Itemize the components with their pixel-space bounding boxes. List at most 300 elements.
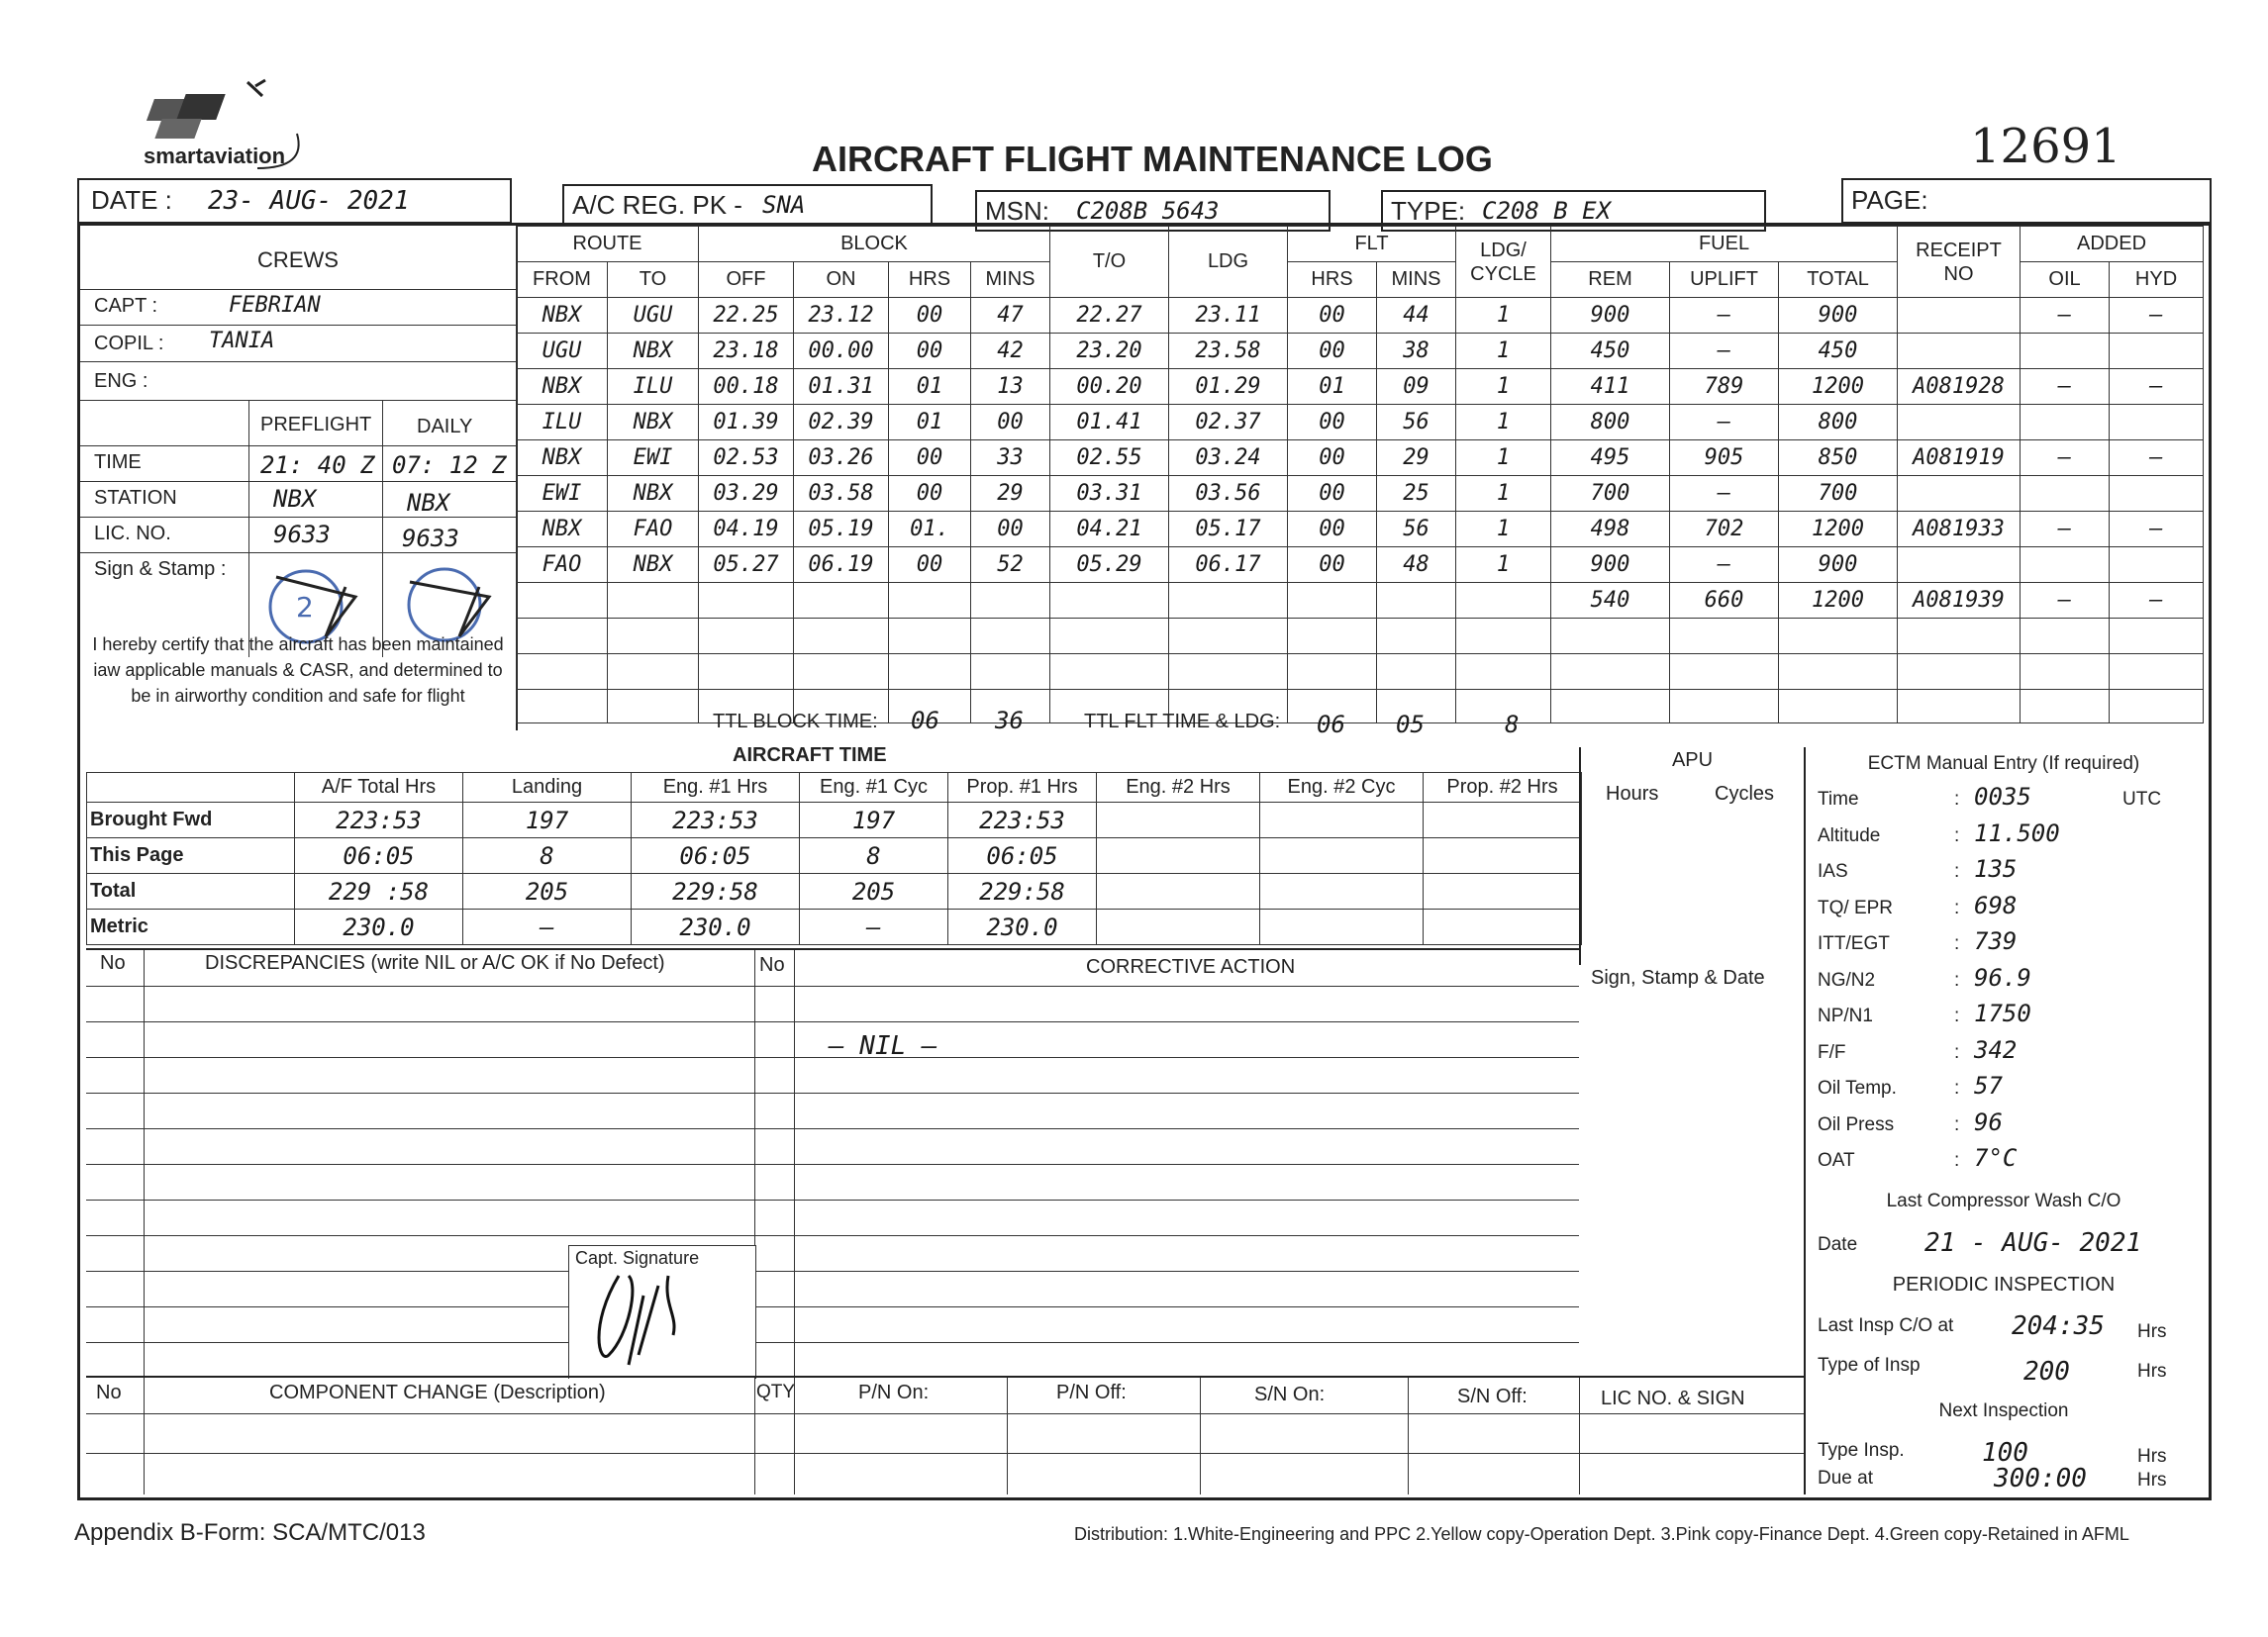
sign-stamp-label: Sign & Stamp : [94,558,227,580]
apu-title: APU [1671,749,1714,771]
at-header: Eng. #2 Cyc [1260,773,1424,803]
flight-cell-to [608,583,699,619]
at-cell: 205 [463,874,632,910]
flight-cell-oil: – [2021,440,2110,476]
flight-cell-rem [1551,619,1670,654]
flight-cell-off: 01.39 [699,405,794,440]
flight-cell-hyd: – [2110,440,2204,476]
ttl-ldg: 8 [1505,711,1520,738]
ttl-block-hrs: 06 [911,707,939,734]
acreg-box [562,184,933,226]
flight-cell-rem: 495 [1551,440,1670,476]
flight-cell-mins: 13 [971,369,1050,405]
flight-cell-oil [2021,334,2110,369]
flight-cell-total: 850 [1779,440,1898,476]
flight-cell-ldg [1169,619,1288,654]
due-value: 300:00 [1994,1464,2087,1493]
flight-cell-to: FAO [608,512,699,547]
flight-cell-oil: – [2021,583,2110,619]
ruled-line [86,1164,1579,1165]
at-header: Eng. #2 Hrs [1097,773,1260,803]
last-insp-label: Last Insp C/O at [1818,1315,1954,1336]
flight-cell-total: 800 [1779,405,1898,440]
flight-cell-off: 05.27 [699,547,794,583]
at-row [87,910,1582,945]
ectm-colon: : [1954,1041,1960,1063]
at-cell: 197 [463,803,632,838]
ectm-label: OAT [1818,1150,1855,1171]
at-cell [1097,910,1260,945]
at-header: A/F Total Hrs [295,773,463,803]
copil-name: TANIA [209,329,275,353]
signature-icon [569,1246,755,1375]
certify-text: I hereby certify that the aircraft has been maintained iaw applicable manuals & CASR, and determined to be in airworthy condition and safe for flight [92,634,504,706]
flight-cell-fhrs: 00 [1288,512,1377,547]
at-cell: 229:58 [632,874,800,910]
flight-cell-hyd [2110,619,2204,654]
next-type-label: Type Insp. [1818,1440,1905,1461]
time-label: TIME [94,451,142,473]
flight-cell-cyc: 1 [1456,547,1551,583]
flight-cell-off [699,654,794,690]
oil-header: OIL [2021,262,2110,298]
next-type-hrs: Hrs [2137,1446,2167,1467]
on-header: ON [794,262,889,298]
at-header: Prop. #1 Hrs [948,773,1097,803]
flight-cell-mins: 00 [971,405,1050,440]
at-header: Eng. #1 Cyc [800,773,948,803]
totals-cell [1670,690,1779,723]
flight-row [517,512,2204,547]
appendix-text: Appendix B-Form: SCA/MTC/013 [74,1519,426,1546]
flight-row [517,334,2204,369]
flight-cell-total: 1200 [1779,512,1898,547]
flight-cell-to: ILU [608,369,699,405]
comp-lic-label: LIC NO. & SIGN [1601,1388,1745,1409]
at-header [87,773,295,803]
hyd-header: HYD [2110,262,2204,298]
flight-cell-mins: 47 [971,298,1050,334]
at-cell: 197 [800,803,948,838]
acreg-value: SNA [762,191,806,219]
flight-cell-fhrs [1288,583,1377,619]
flight-cell-ldg: 23.11 [1169,298,1288,334]
ruled-line [86,1271,1579,1272]
flight-cell-fhrs: 00 [1288,440,1377,476]
flight-cell-from: ILU [517,405,608,440]
at-cell: 230.0 [295,910,463,945]
off-header: OFF [699,262,794,298]
uplift-header: UPLIFT [1670,262,1779,298]
flight-cell-to_t: 22.27 [1050,298,1169,334]
at-cell: 06:05 [632,838,800,874]
flight-cell-rem: 800 [1551,405,1670,440]
flight-cell-on: 03.26 [794,440,889,476]
flight-cell-total: 450 [1779,334,1898,369]
flight-cell-hrs: 00 [889,334,971,369]
flight-cell-ldg: 03.56 [1169,476,1288,512]
ttl-block-label: TTL BLOCK TIME: [713,711,878,732]
at-header: Eng. #1 Hrs [632,773,800,803]
flight-row [517,583,2204,619]
flight-cell-hrs [889,654,971,690]
due-label: Due at [1818,1468,1873,1489]
apu-sign-label: Sign, Stamp & Date [1591,967,1765,989]
flt-hrs-header: HRS [1288,262,1377,298]
flight-table [516,226,2204,723]
flight-cell-cyc [1456,583,1551,619]
at-cell [1260,803,1424,838]
ectm-row [1806,1070,2202,1107]
flight-cell-receipt: A081939 [1898,583,2021,619]
receipt-header: RECEIPT NO [1898,227,2021,298]
ttl-flt-label: TTL FLT TIME & LDG: [1084,711,1281,732]
apu-section [1579,747,1806,989]
ectm-value: 739 [1974,927,2018,955]
at-cell: 223:53 [948,803,1097,838]
preflight-label: PREFLIGHT [260,414,372,435]
flight-cell-on: 23.12 [794,298,889,334]
flight-cell-oil: – [2021,512,2110,547]
flight-cell-from: UGU [517,334,608,369]
serial-number: 12691 [1970,119,2121,174]
flight-cell-total: 1200 [1779,583,1898,619]
ectm-label: NG/N2 [1818,969,1876,991]
flight-cell-off: 03.29 [699,476,794,512]
ectm-label: IAS [1818,861,1848,882]
apu-cycles-label: Cycles [1715,783,1775,805]
flight-cell-hrs: 00 [889,476,971,512]
flight-cell-hyd: – [2110,583,2204,619]
flight-cell-mins: 52 [971,547,1050,583]
date-box [77,178,512,224]
flight-cell-ldg: 03.24 [1169,440,1288,476]
ectm-section [1804,747,2202,1494]
flight-cell-from: NBX [517,440,608,476]
ectm-label: TQ/ EPR [1818,897,1894,918]
type-insp-label: Type of Insp [1818,1355,1921,1376]
discrepancy-section [86,948,1579,1378]
total-header: TOTAL [1779,262,1898,298]
lic-label: LIC. NO. [94,523,171,544]
flight-cell-off: 00.18 [699,369,794,405]
ectm-label: NP/N1 [1818,1006,1873,1026]
logo-text: smartaviation [144,144,286,168]
ruled-line [86,1021,1579,1022]
flight-cell-receipt [1898,619,2021,654]
flight-cell-ldg: 01.29 [1169,369,1288,405]
flight-cell-uplift: 660 [1670,583,1779,619]
ectm-colon: : [1954,1006,1960,1026]
flight-cell-rem: 900 [1551,298,1670,334]
flight-cell-rem: 411 [1551,369,1670,405]
fuel-header: FUEL [1551,227,1898,262]
station-label: STATION [94,487,177,509]
flight-cell-rem: 700 [1551,476,1670,512]
flight-cell-rem: 450 [1551,334,1670,369]
flight-cell-fhrs: 00 [1288,298,1377,334]
flight-cell-cyc [1456,654,1551,690]
lic-preflight: 9633 [273,521,331,548]
flight-cell-from [517,583,608,619]
wash-date: 21 - AUG- 2021 [1924,1228,2142,1258]
flt-mins-header: MINS [1377,262,1456,298]
due-hrs: Hrs [2137,1470,2167,1491]
flight-cell-hyd [2110,476,2204,512]
at-cell: 230.0 [948,910,1097,945]
flight-cell-hyd [2110,405,2204,440]
flight-cell-oil [2021,654,2110,690]
periodic-title: PERIODIC INSPECTION [1892,1274,2116,1296]
ldg-cycle-header: LDG/ CYCLE [1456,227,1551,298]
totals-cell [517,690,608,723]
ectm-label: ITT/EGT [1818,933,1890,954]
capt-name: FEBRIAN [229,293,321,318]
totals-cell [608,690,699,723]
ectm-row [1806,925,2202,962]
at-cell: 223:53 [295,803,463,838]
ectm-value: 1750 [1974,1000,2031,1027]
type-label: TYPE: [1391,196,1466,226]
flight-cell-fmins: 56 [1377,405,1456,440]
flight-cell-fmins: 44 [1377,298,1456,334]
flight-cell-fmins: 48 [1377,547,1456,583]
ectm-value: 135 [1974,855,2018,883]
flight-cell-fhrs: 00 [1288,405,1377,440]
flight-cell-off [699,619,794,654]
ectm-row [1806,962,2202,999]
flight-cell-receipt: A081928 [1898,369,2021,405]
rem-header: REM [1551,262,1670,298]
at-row [87,803,1582,838]
flight-cell-total: 900 [1779,547,1898,583]
at-cell [1424,910,1582,945]
flight-cell-on [794,619,889,654]
flight-cell-receipt [1898,405,2021,440]
corr-no-label: No [759,954,785,976]
flt-header: FLT [1288,227,1456,262]
ectm-label: Altitude [1818,824,1881,846]
flight-cell-receipt [1898,476,2021,512]
flight-cell-fhrs [1288,654,1377,690]
at-cell: 223:53 [632,803,800,838]
flight-cell-hrs: 01. [889,512,971,547]
flight-cell-to_t: 02.55 [1050,440,1169,476]
distribution-text: Distribution: 1.White-Engineering and PPC 2.Yellow copy-Operation Dept. 3.Pink copy-Finance Dept. 4.Green copy-Retained in AFML [1074,1524,2129,1544]
flight-row [517,547,2204,583]
flight-cell-fmins [1377,583,1456,619]
at-cell: 06:05 [948,838,1097,874]
flight-cell-from: NBX [517,512,608,547]
ectm-value: 0035 [1974,783,2031,811]
flight-cell-mins: 33 [971,440,1050,476]
flight-cell-to: NBX [608,476,699,512]
flight-cell-oil [2021,476,2110,512]
flight-cell-on: 03.58 [794,476,889,512]
block-header: BLOCK [699,227,1050,262]
crews-title: CREWS [257,247,339,272]
capt-signature-label: Capt. Signature [575,1248,700,1268]
at-cell: 205 [800,874,948,910]
disc-title: DISCREPANCIES (write NIL or A/C OK if No Defect) [205,952,665,974]
flight-cell-total [1779,654,1898,690]
ectm-value: 57 [1974,1072,2003,1100]
flight-cell-on: 06.19 [794,547,889,583]
flight-cell-ldg: 02.37 [1169,405,1288,440]
at-cell [1260,838,1424,874]
at-cell [1097,838,1260,874]
station-preflight: NBX [273,485,317,513]
flight-cell-mins [971,654,1050,690]
flight-cell-hyd [2110,654,2204,690]
flight-cell-mins [971,583,1050,619]
at-row [87,874,1582,910]
ectm-colon: : [1954,824,1960,846]
ectm-value: 96 [1974,1107,2003,1136]
comp-desc-label: COMPONENT CHANGE (Description) [269,1382,606,1403]
ttl-flt-hrs: 06 [1317,711,1345,738]
flight-cell-fmins: 25 [1377,476,1456,512]
at-cell [1097,874,1260,910]
from-header: FROM [517,262,608,298]
type-insp-hrs: Hrs [2137,1361,2167,1382]
flight-cell-hyd: – [2110,512,2204,547]
ectm-value: 7°C [1974,1144,2018,1172]
at-header: Landing [463,773,632,803]
type-value: C208 B EX [1482,197,1612,225]
at-cell [1424,838,1582,874]
flight-cell-mins: 00 [971,512,1050,547]
at-row-label: Total [87,874,295,910]
flight-cell-to_t [1050,654,1169,690]
flight-cell-ldg: 05.17 [1169,512,1288,547]
comp-no-label: No [96,1382,122,1403]
ectm-value: 698 [1974,891,2018,919]
flight-cell-hrs: 01 [889,369,971,405]
flight-cell-on: 00.00 [794,334,889,369]
capt-label: CAPT : [94,295,158,317]
at-cell: – [800,910,948,945]
route-header: ROUTE [517,227,699,262]
flight-cell-uplift: 702 [1670,512,1779,547]
flight-cell-rem: 498 [1551,512,1670,547]
block-hrs-header: HRS [889,262,971,298]
flight-cell-on: 05.19 [794,512,889,547]
flight-cell-to_t: 03.31 [1050,476,1169,512]
flight-cell-uplift: 905 [1670,440,1779,476]
flight-row [517,405,2204,440]
ldg-header: LDG [1169,227,1288,298]
flight-cell-to [608,654,699,690]
at-cell: 229 :58 [295,874,463,910]
flight-cell-receipt [1898,298,2021,334]
flight-cell-fhrs: 01 [1288,369,1377,405]
flight-cell-hyd [2110,547,2204,583]
time-preflight: 21: 40 Z [260,451,375,479]
ruled-line [86,1057,1579,1058]
flight-cell-to: UGU [608,298,699,334]
flight-row [517,654,2204,690]
flight-cell-uplift: – [1670,476,1779,512]
flight-cell-uplift [1670,654,1779,690]
comp-qty-label: QTY [756,1382,796,1402]
ectm-colon: : [1954,789,1960,810]
flight-cell-from [517,619,608,654]
flight-cell-rem: 540 [1551,583,1670,619]
flight-cell-fmins: 29 [1377,440,1456,476]
ectm-row [1806,890,2202,926]
flight-cell-mins: 29 [971,476,1050,512]
ttl-block-mins: 36 [995,707,1024,734]
ectm-colon: : [1954,1078,1960,1099]
flight-cell-to_t: 05.29 [1050,547,1169,583]
flight-row [517,369,2204,405]
next-insp-title: Next Inspection [1938,1400,2069,1421]
flight-cell-receipt: A081933 [1898,512,2021,547]
last-insp-hrs: Hrs [2137,1321,2167,1342]
flight-cell-off: 02.53 [699,440,794,476]
form-title: AIRCRAFT FLIGHT MAINTENANCE LOG [812,139,1493,179]
flight-cell-cyc: 1 [1456,476,1551,512]
flight-cell-from: NBX [517,369,608,405]
ectm-row [1806,781,2202,818]
component-section [86,1376,1804,1494]
ectm-value: 96.9 [1974,963,2031,992]
ectm-unit: UTC [2122,789,2162,810]
comp-sn-off-label: S/N Off: [1457,1386,1528,1407]
ectm-colon: : [1954,933,1960,954]
totals-cell [2021,690,2110,723]
ectm-label: F/F [1818,1041,1846,1063]
flight-cell-on [794,583,889,619]
flight-cell-to: NBX [608,405,699,440]
flight-cell-oil [2021,619,2110,654]
ruled-line [86,1342,1579,1343]
at-cell: 229:58 [948,874,1097,910]
flight-cell-fhrs: 00 [1288,547,1377,583]
station-daily: NBX [407,489,450,517]
last-insp-value: 204:35 [2012,1311,2105,1341]
wash-title: Last Compressor Wash C/O [1886,1191,2121,1211]
at-cell: 230.0 [632,910,800,945]
at-cell [1260,910,1424,945]
aircraft-time-title: AIRCRAFT TIME [733,744,887,766]
at-row [87,838,1582,874]
ectm-colon: : [1954,969,1960,991]
flight-cell-receipt [1898,547,2021,583]
flight-cell-hrs: 00 [889,298,971,334]
flight-cell-rem: 900 [1551,547,1670,583]
flight-cell-fmins: 38 [1377,334,1456,369]
flight-cell-hyd: – [2110,298,2204,334]
flight-cell-ldg: 23.58 [1169,334,1288,369]
totals-cell [1898,690,2021,723]
flight-cell-to: NBX [608,334,699,369]
flight-cell-from: EWI [517,476,608,512]
ectm-value: 342 [1974,1035,2018,1064]
flight-cell-off [699,583,794,619]
flight-cell-total: 900 [1779,298,1898,334]
flight-cell-mins [971,619,1050,654]
comp-pn-off-label: P/N Off: [1056,1382,1127,1403]
ectm-colon: : [1954,861,1960,882]
flight-cell-to: EWI [608,440,699,476]
flight-cell-fhrs [1288,619,1377,654]
lic-daily: 9633 [402,525,459,552]
flight-cell-oil [2021,547,2110,583]
ruled-line [86,986,1579,987]
disc-no-label: No [100,952,126,974]
